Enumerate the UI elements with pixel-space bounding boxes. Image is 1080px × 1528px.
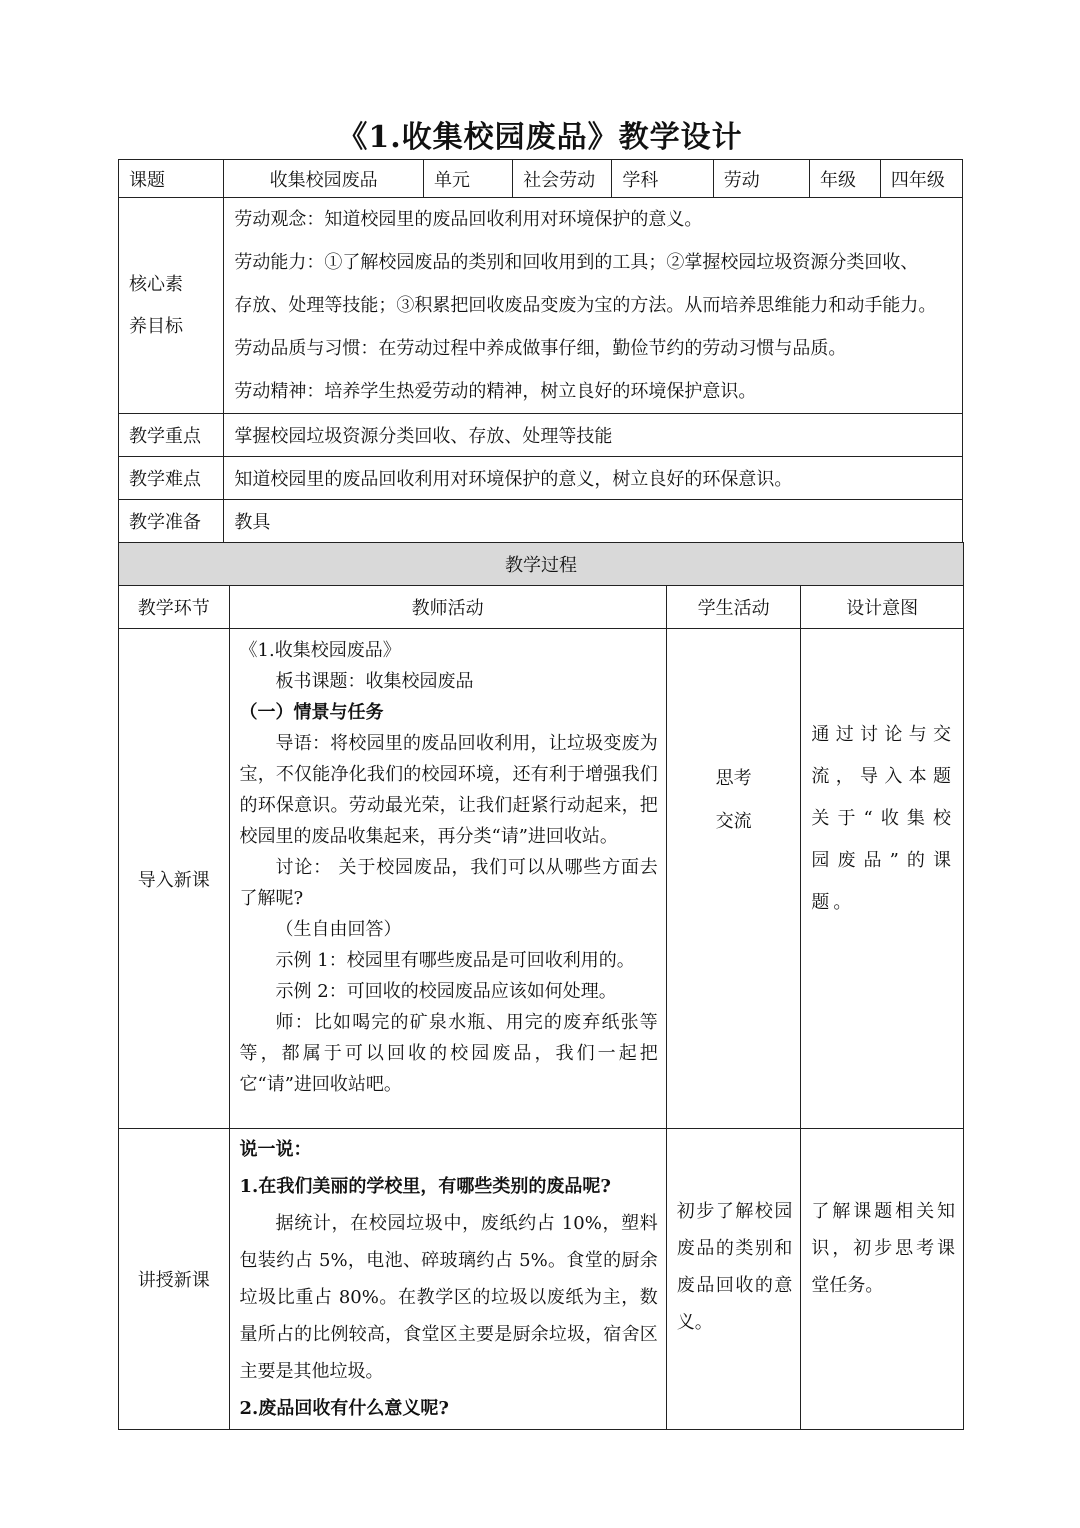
- unit-value: 社会劳动: [513, 160, 612, 198]
- paragraph: 据统计，在校园垃圾中，废纸约占 10%，塑料包装约占 5%，电池、碎玻璃约占 5%。食堂的厨余垃圾比重占 80%。在教学区的垃圾以废纸为主，数量所占的比例较高，食堂区主要是厨余垃圾，宿舍区主要是其他垃圾。: [239, 1213, 658, 1382]
- teacher-activity: [229, 1129, 666, 1430]
- teacher-activity: [229, 629, 666, 1129]
- student-activity: [666, 1129, 801, 1430]
- process-header: 教学过程: [119, 543, 964, 586]
- topic-label: 课题: [119, 160, 224, 198]
- column-header: 设计意图: [801, 586, 964, 629]
- info-row-difficulty: [119, 457, 963, 500]
- grade-value: 四年级: [880, 160, 962, 198]
- paragraph: 讨论： 关于校园废品，我们可以从哪些方面去了解呢?: [239, 857, 658, 909]
- difficulty-value: 知道校园里的废品回收利用对环境保护的意义，树立良好的环保意识。: [224, 457, 963, 500]
- student-activity-line: 交流: [715, 811, 752, 832]
- section-row-teaching: [119, 1129, 964, 1430]
- paragraph: 示例 1：校园里有哪些废品是可回收利用的。: [275, 950, 635, 971]
- paragraph: 导语：将校园里的废品回收利用，让垃圾变废为宝，不仅能净化我们的校园环境，还有利于增强我们的环保意识。劳动最光荣，让我们赶紧行动起来，把校园里的废品收集起来，再分类“请”进回收站。: [239, 733, 658, 847]
- subheading: 说一说：: [239, 1139, 312, 1160]
- subheading: （一）情景与任务: [239, 702, 384, 723]
- goals-label: [119, 198, 224, 414]
- design-intent-text: 了解课题相关知识，初步思考课堂任务。: [811, 1201, 955, 1296]
- design-intent-text: 通过讨论与交流，导入本题关于“收集校园废品”的课题。: [811, 724, 955, 913]
- subheading: 2.废品回收有什么意义呢?: [239, 1398, 449, 1419]
- info-row-prep: [119, 500, 963, 543]
- student-activity-text: 初步了解校园废品的类别和废品回收的意义。: [676, 1201, 793, 1333]
- design-intent: [801, 629, 964, 1129]
- goal-line: 存放、处理等技能；③积累把回收废品变废为宝的方法。从而培养思维能力和动手能力。: [234, 295, 937, 316]
- student-activity-line: 思考: [715, 768, 752, 789]
- goal-line: 劳动观念：知道校园里的废品回收利用对环境保护的意义。: [234, 209, 703, 230]
- lesson-title: 《1.收集校园废品》: [239, 640, 401, 661]
- topic-value: 收集校园废品: [224, 160, 424, 198]
- goals-label-line-2: 养目标: [129, 315, 183, 337]
- column-header: 教师活动: [229, 586, 666, 629]
- goal-line: 劳动能力：①了解校园废品的类别和回收用到的工具；②掌握校园垃圾资源分类回收、: [234, 252, 919, 273]
- section-row-intro: [119, 629, 964, 1129]
- prep-label: 教学准备: [119, 500, 224, 543]
- key-value: 掌握校园垃圾资源分类回收、存放、处理等技能: [224, 414, 963, 457]
- difficulty-label: 教学难点: [119, 457, 224, 500]
- subject-label: 学科: [612, 160, 713, 198]
- paragraph: 示例 2：可回收的校园废品应该如何处理。: [275, 981, 617, 1002]
- subject-value: 劳动: [713, 160, 809, 198]
- key-label: 教学重点: [119, 414, 224, 457]
- goals-label-line-1: 核心素: [129, 273, 183, 295]
- design-intent: [801, 1129, 964, 1430]
- grade-label: 年级: [809, 160, 880, 198]
- column-header: 学生活动: [666, 586, 801, 629]
- goal-line: 劳动品质与习惯：在劳动过程中养成做事仔细，勤俭节约的劳动习惯与品质。: [234, 338, 847, 359]
- info-row-goals: [119, 198, 963, 414]
- paragraph: （生自由回答）: [275, 919, 402, 940]
- lesson-info-table: [118, 159, 963, 543]
- goals-content: [224, 198, 963, 414]
- student-activity: [666, 629, 801, 1129]
- info-row-topic: [119, 160, 963, 198]
- paragraph: 师：比如喝完的矿泉水瓶、用完的废弃纸张等等，都属于可以回收的校园废品，我们一起把它“请”进回收站吧。: [239, 1012, 658, 1095]
- page-title: 《1.收集校园废品》教学设计: [337, 120, 743, 155]
- subheading: 1.在我们美丽的学校里，有哪些类别的废品呢?: [239, 1176, 611, 1197]
- info-row-key: [119, 414, 963, 457]
- unit-label: 单元: [423, 160, 512, 198]
- section-name: 讲授新课: [119, 1129, 230, 1430]
- goal-line: 劳动精神：培养学生热爱劳动的精神，树立良好的环境保护意识。: [234, 381, 757, 402]
- process-table: [118, 542, 964, 1430]
- column-header: 教学环节: [119, 586, 230, 629]
- process-header-row: [119, 543, 964, 586]
- section-name: 导入新课: [119, 629, 230, 1129]
- paragraph: 板书课题：收集校园废品: [275, 671, 474, 692]
- column-header-row: [119, 586, 964, 629]
- prep-value: 教具: [224, 500, 963, 543]
